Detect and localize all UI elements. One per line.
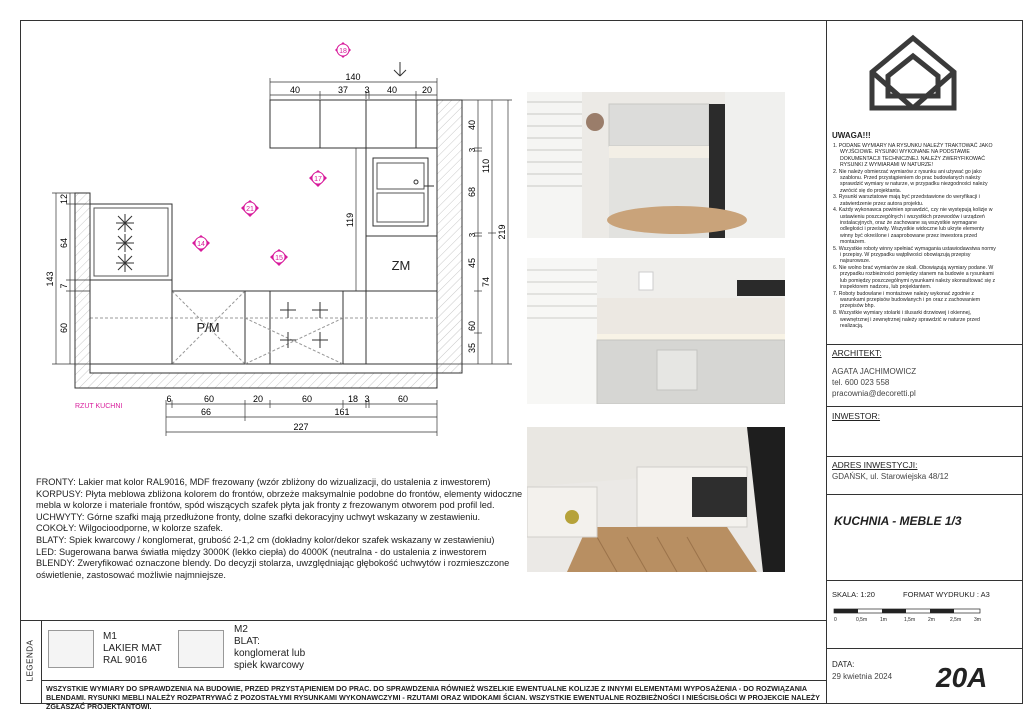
divider — [826, 494, 1023, 495]
sheet-title: KUCHNIA - MEBLE 1/3 — [834, 514, 962, 528]
svg-text:20: 20 — [252, 394, 264, 404]
view-marker-14 — [192, 235, 210, 252]
warning-item: 7. Roboty budowlane i montażowe należy wykonać zgodnie z warunkami przepisów budowlanych i pn oraz z zachowaniem przepisów bhp. — [833, 290, 981, 310]
upper-cabinet — [320, 100, 366, 148]
warning-item: 1. PODANE WYMIARY NA RYSUNKU NALEŻY TRAKTOWAĆ JAKO WYJŚCIOWE. RYSUNKI WYKONANE NA PODSTAWIE DOKUMENTACJI TECHNICZNEJ. NALEŻY ZWERYFIKOWAĆ RYSUNKI Z WYMIARAMI W NATURZE! — [833, 143, 993, 168]
svg-text:1m: 1m — [880, 617, 887, 623]
svg-text:60: 60 — [203, 394, 215, 404]
svg-text:143: 143 — [45, 271, 55, 287]
upper-cabinet — [416, 100, 437, 148]
material-swatch-m2 — [178, 630, 224, 668]
svg-text:0,5m: 0,5m — [856, 617, 868, 623]
footer-disclaimer: WSZYSTKIE WYMIARY DO SPRAWDZENIA NA BUDOWIE, PRZED PRZYSTĄPIENIEM DO PRAC. DO SPRAWDZENIA RÓWNIEŻ WSZELKIE EWENTUALNE KOLIZJE Z INNYMI ELEMENTAMI WYPOSAŻENIA - DO ROZWIĄZANIA BLENDAMI. RYSUNKI MEBLI NALEŻY ROZPATRYWAĆ Z POZOSTAŁYMI RYSUNKAMI WYKONAWCZYMI - RZUTAMI ORAZ WIDOKAMI ŚCIAN. WSZYSTKIE EWENTUALNE ROZBIEŻNOŚCI I NIEŚCISŁOŚCI W PROJEKCIE NALEŻY ZGŁASZAĆ PROJEKTANTOWI. — [46, 684, 820, 711]
svg-text:64: 64 — [59, 237, 69, 249]
warning-item: 8. Wszystkie wymiary stolarki i ślusarki drzwiowej i okiennej, wewnętrznej i zewnętrznej należy sprawdzić w naturze przed realizacją. — [833, 310, 980, 329]
view-marker-17 — [309, 170, 327, 187]
divider — [826, 456, 1023, 457]
svg-text:1,5m: 1,5m — [904, 617, 916, 623]
svg-text:21: 21 — [246, 206, 254, 213]
divider — [826, 344, 1023, 345]
warning-item: 3. Rysunki warsztatowe mają być przedstawione do weryfikacji i zatwierdzenie przez autora projektu. — [833, 194, 980, 207]
svg-text:3: 3 — [468, 232, 477, 238]
svg-text:18: 18 — [347, 394, 359, 404]
render-view-1 — [527, 92, 785, 238]
svg-text:12: 12 — [59, 193, 69, 205]
svg-text:2,5m: 2,5m — [950, 617, 962, 623]
svg-text:RZUT KUCHNI: RZUT KUCHNI — [75, 403, 123, 410]
svg-text:66: 66 — [200, 407, 212, 417]
address-label: ADRES INWESTYCJI: — [832, 460, 918, 470]
footer-divider — [42, 680, 826, 681]
kitchen-floor-plan — [0, 0, 520, 470]
svg-text:68: 68 — [467, 186, 477, 198]
svg-text:110: 110 — [481, 158, 491, 174]
warning-item: 6. Nie wolno brać wymiarów ze skali. Obowiązują wymiary podane. W przypadku rozbieżności pomiędzy stanem na budowie a rysunkami lub pomiędzy poszczególnymi rysunkami należy skonsultować się z inspektorem nadzoru, lub projektantem. — [833, 265, 996, 291]
studio-logo — [866, 32, 961, 114]
north-arrow — [394, 62, 406, 76]
note-fillers: BLENDY: Zweryfikować oznaczone blendy. Do decyzji stolarza, uwzględniając głębokość uchwytów i rozmieszczone oświetlenie, zastosować możliwie najmniejsze. — [36, 558, 510, 580]
note-handles: UCHWYTY: Górne szafki mają przedłużone fronty, dolne szafki dekoracyjny uchwyt wskazany w zestawieniu. — [36, 511, 481, 522]
architect-label: ARCHITEKT: — [832, 348, 882, 358]
divider — [826, 406, 1023, 407]
svg-text:37: 37 — [337, 85, 349, 95]
material-swatch-m1 — [48, 630, 94, 668]
svg-text:45: 45 — [467, 257, 477, 269]
svg-text:40: 40 — [289, 85, 301, 95]
svg-text:60: 60 — [467, 320, 477, 332]
upper-cabinet — [366, 100, 416, 148]
svg-text:18: 18 — [339, 48, 347, 55]
specification-notes — [36, 477, 526, 581]
svg-text:140: 140 — [345, 72, 361, 82]
architect-details: AGATA JACHIMOWICZ tel. 600 023 558 pracownia@decoretti.pl — [832, 367, 917, 398]
svg-text:P/M: P/M — [196, 320, 220, 335]
view-marker-21 — [241, 200, 259, 217]
material-m2: M2 BLAT: konglomerat lub spiek kwarcowy — [234, 624, 306, 671]
svg-text:2m: 2m — [928, 617, 935, 623]
svg-text:3: 3 — [364, 394, 370, 404]
render-view-2 — [527, 258, 785, 404]
hob-burners — [116, 214, 134, 272]
svg-text:14: 14 — [197, 241, 205, 248]
note-plinths: COKOŁY: Wilgocioodporne, w kolorze szafek. — [36, 523, 223, 534]
legend-vertical-label: LEGENDA — [20, 620, 42, 704]
address-value: GDAŃSK, ul. Starowiejska 48/12 — [832, 472, 949, 481]
sink-base-cabinet — [270, 291, 343, 364]
warning-item: 2. Nie należy obmierzać wymiarów z rysunku ani używać go jako szablonu. Przed przystąpieniem do prac budowlanych należy sprawdzić wymiary w naturze, w przypadku niezgodności należy zwrócić się do projektanta. — [833, 168, 988, 194]
print-format: FORMAT WYDRUKU : A3 — [903, 590, 990, 599]
note-worktops: BLATY: Spiek kwarcowy / konglomerat, grubość 2-1,2 cm (dokładny kolor/dekor szafek wskazany w zestawieniu) — [36, 534, 495, 545]
material-m1: M1 LAKIER MAT RAL 9016 — [103, 631, 162, 666]
svg-text:161: 161 — [334, 407, 350, 417]
warning-item: 4. Każdy wykonawca powinien sprawdzić, czy nie występują kolizje w ustawieniu poszczególnych i wszystkich przewodów i urządzeń instalacyjnych, oraz że zachowane są wszystkie wymagane odległości i prześwity. Wszystkie widoczne lub ukryte elementy winny być określone i zaaprobowane przez inwestora przed montażem. — [833, 207, 993, 245]
svg-text:20: 20 — [421, 85, 433, 95]
warning-list — [833, 143, 998, 330]
svg-text:17: 17 — [314, 176, 322, 183]
svg-text:219: 219 — [497, 224, 507, 240]
svg-text:3: 3 — [468, 147, 477, 153]
svg-text:15: 15 — [275, 255, 283, 262]
upper-cabinet — [270, 100, 320, 148]
svg-text:6: 6 — [166, 394, 172, 404]
render-view-3 — [527, 427, 785, 572]
date-label: DATA: — [832, 660, 855, 669]
svg-text:3: 3 — [364, 85, 370, 95]
svg-text:ZM: ZM — [391, 258, 411, 273]
svg-text:35: 35 — [467, 342, 477, 354]
view-marker-18 — [335, 42, 351, 58]
warning-title: UWAGA!!! — [832, 131, 871, 140]
sheet-number: 20A — [936, 662, 988, 693]
svg-text:60: 60 — [59, 322, 69, 334]
svg-text:74: 74 — [481, 276, 491, 288]
scale-bar — [832, 605, 982, 627]
svg-text:40: 40 — [467, 119, 477, 131]
sink-cabinet — [366, 148, 437, 236]
warning-item: 5. Wszystkie roboty winny spełniać wymagania ustawiodawstwa normy i przepisy. W przypadku wątpliwości obowiązują przepisy najsurowsze. — [833, 245, 996, 265]
scale-label: SKALA: 1:20 — [832, 590, 875, 599]
svg-text:7: 7 — [59, 283, 69, 289]
divider — [826, 580, 1023, 581]
note-carcasses: KORPUSY: Płyta meblowa zbliżona kolorem do frontów, obrzeże maksymalnie podobne do frontów, elementy widoczne mebla w kolorze i materiale frontów, spód wiszących szafek płyta jak fronty z frezowanym otworem pod profil led. — [36, 488, 523, 511]
svg-text:227: 227 — [293, 422, 309, 432]
svg-text:119: 119 — [345, 212, 355, 228]
svg-text:60: 60 — [301, 394, 313, 404]
right-base-cabinet — [366, 291, 437, 364]
date-value: 29 kwietnia 2024 — [832, 672, 893, 681]
svg-text:40: 40 — [386, 85, 398, 95]
divider — [826, 648, 1023, 649]
svg-text:0: 0 — [834, 617, 837, 623]
note-fronts: FRONTY: Lakier mat kolor RAL9016, MDF frezowany (wzór zbliżony do wizualizacji, do ustalenia z inwestorem) — [36, 477, 491, 487]
view-marker-15 — [270, 249, 288, 266]
note-led: LED: Sugerowana barwa światła między 3000K (lekko ciepła) do 4000K (neutralna - do ustalenia z inwestorem — [36, 546, 487, 557]
svg-text:60: 60 — [397, 394, 409, 404]
svg-text:3m: 3m — [974, 617, 981, 623]
title-block — [826, 20, 1023, 704]
investor-label: INWESTOR: — [832, 411, 881, 421]
